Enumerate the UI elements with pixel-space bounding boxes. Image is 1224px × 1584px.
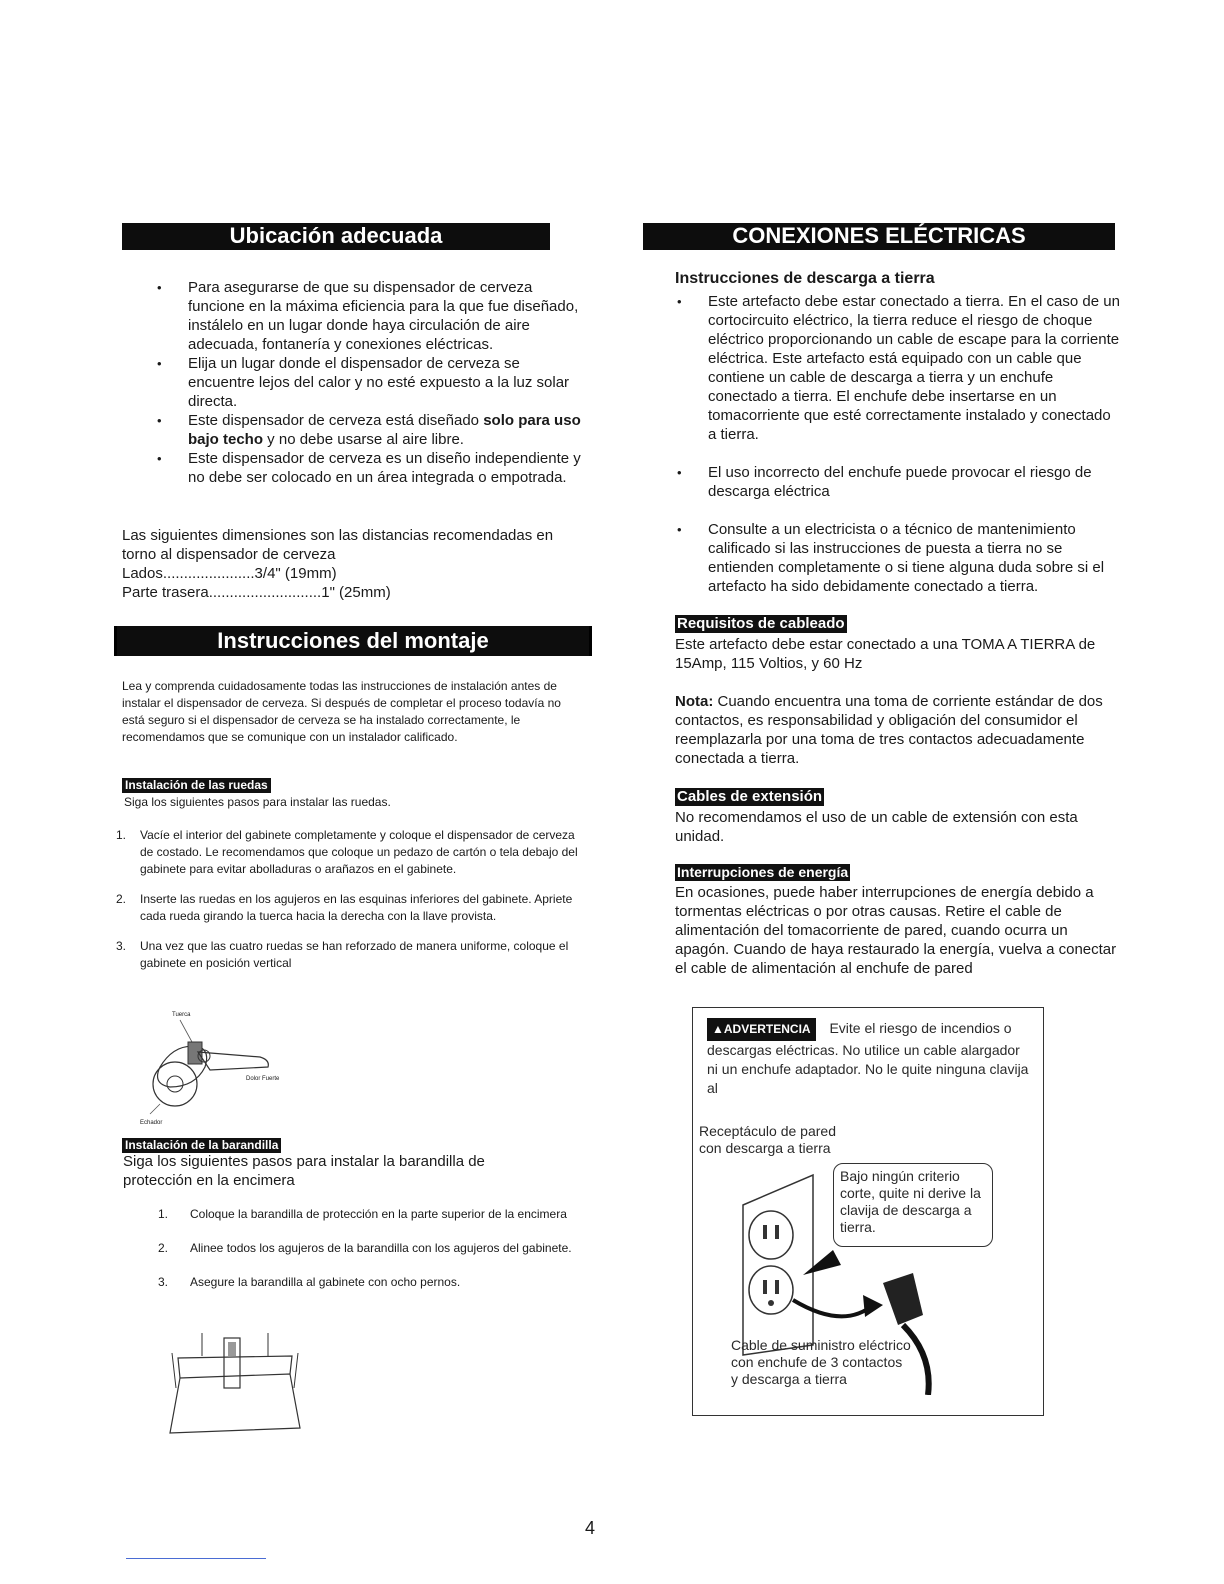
receptaculo-label: Receptáculo de pared con descarga a tierra <box>699 1123 836 1156</box>
ruedas-title: Instalación de las ruedas <box>122 778 271 793</box>
step-num: 1. <box>116 828 127 842</box>
header-ubicacion-label: Ubicación adecuada <box>229 223 443 248</box>
header-montaje-label: Instrucciones del montaje <box>217 628 489 653</box>
step-num: 1. <box>158 1207 169 1221</box>
header-montaje <box>114 626 592 656</box>
step-text: Inserte las ruedas en los agujeros en las esquinas inferiores del gabinete. Apriete cada rueda girando la tuerca hacia la derecha con la llave provista. <box>140 892 573 923</box>
bullet3-pre: Este dispensador de cerveza está diseñado <box>188 412 484 429</box>
descarga-title: Instrucciones de descarga a tierra <box>675 270 935 287</box>
extension-text: No recomendamos el uso de un cable de extensión con esta unidad. <box>675 809 1078 845</box>
step-text: Una vez que las cuatro ruedas se han reforzado de manera uniforme, coloque el gabinete en posición vertical <box>140 939 569 970</box>
ubicacion-bullet-2: • Elija un lugar donde el dispensador de cerveza se encuentre lejos del calor y no esté expuesto a la luz solar directa. <box>155 354 585 411</box>
warning-badge-label: ADVERTENCIA <box>723 1022 811 1036</box>
warning-box <box>692 1007 1044 1117</box>
step-text: Vacíe el interior del gabinete completamente y coloque el dispensador de cerveza de costado. Le recomendamos que coloque un pedazo de cartón o tela debajo del gabinete para evitar abolladuras o arañazos en el gabinete. <box>140 828 578 876</box>
warning-content <box>707 1018 1029 1098</box>
bajo-criterio-callout: Bajo ningún criterio corte, quite ni derive la clavija de descarga a tierra. <box>833 1163 993 1247</box>
interrupciones-title: Interrupciones de energía <box>677 864 849 880</box>
montaje-intro: Lea y comprenda cuidadosamente todas las instrucciones de instalación antes de instalar el dispensador de cerveza. Si después de completar el proceso todavía no está seguro si el dispensador de cerveza se ha instalado correctamente, le recomendamos que se comunique con un instalador calificado. <box>122 679 561 744</box>
label-dolor: Dolor Fuerte <box>246 1076 280 1082</box>
label-tuerca: Tuerca <box>172 1012 191 1018</box>
step-text: Asegure la barandilla al gabinete con ocho pernos. <box>190 1275 461 1289</box>
distancias-intro: Las siguientes dimensiones son las distancias recomendadas en torno al dispensador de cerveza <box>122 527 554 563</box>
interrupciones-section <box>675 864 850 882</box>
interrupciones-text: En ocasiones, puede haber interrupciones de energía debido a tormentas eléctricas o por otras causas. Retire el cable de alimentación del tomacorriente de pared, cuando ocurra un apagón. Cuando de haya restaurado la energía, vuelva a conectar el cable de alimentación al enchufe de pared <box>675 884 1117 977</box>
outlet-diagram-box <box>692 1115 1044 1416</box>
cableado-text: Este artefacto debe estar conectado a una TOMA A TIERRA de 15Amp, 115 Voltios, y 60 Hz <box>675 636 1096 672</box>
lados-line: Lados......................3/4" (19mm) <box>122 565 337 582</box>
bullet3-post: y no debe usarse al aire libre. <box>263 431 464 448</box>
wheel-illustration <box>140 1012 300 1130</box>
page-number: 4 <box>585 1518 596 1538</box>
caster-wrench-icon <box>140 1012 300 1130</box>
extension-title: Cables de extensión <box>677 788 823 805</box>
ubicacion-bullet-3 <box>155 411 585 449</box>
ruedas-step-2 <box>116 891 581 925</box>
barandilla-title: Instalación de la barandilla <box>122 1138 281 1153</box>
railing-illustration <box>160 1328 310 1440</box>
descarga-bullet-2: • El uso incorrecto del enchufe puede provocar el riesgo de descarga eléctrica <box>675 463 1120 501</box>
trasera-line: Parte trasera...........................1" (25mm) <box>122 584 391 601</box>
barandilla-steps <box>158 1206 578 1291</box>
ruedas-intro: Siga los siguientes pasos para instalar las ruedas. <box>124 795 391 809</box>
ruedas-section <box>122 776 271 794</box>
header-conexiones-label: CONEXIONES ELÉCTRICAS <box>732 223 1026 248</box>
bullet3-bold: solo para uso bajo techo <box>188 412 581 448</box>
barandilla-step-2 <box>158 1240 578 1257</box>
warning-triangle-icon: ▲ <box>712 1022 724 1036</box>
step-num: 3. <box>158 1275 169 1289</box>
ruedas-step-1 <box>116 827 581 878</box>
label-echador: Echador <box>140 1120 163 1126</box>
cable-suministro-label: Cable de suministro eléctrico con enchufe de 3 contactos y descarga a tierra <box>731 1337 911 1387</box>
warning-badge <box>707 1018 816 1041</box>
header-conexiones <box>643 223 1115 250</box>
nota-block <box>675 692 1120 768</box>
railing-icon <box>160 1328 310 1440</box>
descarga-list <box>675 292 1120 596</box>
barandilla-step-3 <box>158 1274 578 1291</box>
descarga-bullet-1: • Este artefacto debe estar conectado a tierra. En el caso de un cortocircuito eléctrico, la tierra reduce el riesgo de choque eléctrico proporcionando un cable de escape para la corriente eléctrica. Este artefacto está equipado con un cable que contiene un cable de descarga a tierra y un enchufe conectado a tierra. El enchufe debe insertarse en un tomacorriente que esté correctamente instalado y conectado a tierra. <box>675 292 1120 444</box>
barandilla-step-1 <box>158 1206 578 1223</box>
nota-text: Cuando encuentra una toma de corriente estándar de dos contactos, es responsabilidad y obligación del consumidor el reemplazarla por una toma de tres contactos adecuadamente conectada a tierra. <box>675 693 1103 767</box>
step-num: 2. <box>158 1241 169 1255</box>
extension-section <box>675 788 824 806</box>
footer-rule <box>126 1558 266 1559</box>
descarga-bullet-3: • Consulte a un electricista o a técnico de mantenimiento calificado si las instrucciones de puesta a tierra no se entienden completamente o si tiene alguna duda sobre si el artefacto ha sido debidamente conectado a tierra. <box>675 520 1120 596</box>
step-text: Coloque la barandilla de protección en la parte superior de la encimera <box>190 1207 567 1221</box>
header-ubicacion <box>122 223 550 250</box>
step-text: Alinee todos los agujeros de la barandilla con los agujeros del gabinete. <box>190 1241 572 1255</box>
ubicacion-bullet-1: • Para asegurarse de que su dispensador de cerveza funcione en la máxima eficiencia para la que fue diseñado, instálelo en un lugar donde haya circulación de aire adecuada, fontanería y conexiones eléctricas. <box>155 278 585 354</box>
ubicacion-bullet-4: • Este dispensador de cerveza es un diseño independiente y no debe ser colocado en un área integrada o empotrada. <box>155 449 585 487</box>
ruedas-step-3 <box>116 938 581 972</box>
ubicacion-list <box>155 278 585 487</box>
cableado-section <box>675 615 847 633</box>
barandilla-intro: Siga los siguientes pasos para instalar la barandilla de protección en la encimera <box>123 1153 485 1189</box>
cableado-title: Requisitos de cableado <box>677 615 845 632</box>
distancias-block <box>122 526 582 602</box>
step-num: 3. <box>116 939 127 953</box>
ruedas-steps <box>116 827 581 972</box>
step-num: 2. <box>116 892 127 906</box>
nota-label: Nota: <box>675 693 714 710</box>
warning-text: Evite el riesgo de incendios o descargas eléctricas. No utilice un cable alargador ni un enchufe adaptador. No le quite ninguna clavija al <box>707 1020 1029 1096</box>
